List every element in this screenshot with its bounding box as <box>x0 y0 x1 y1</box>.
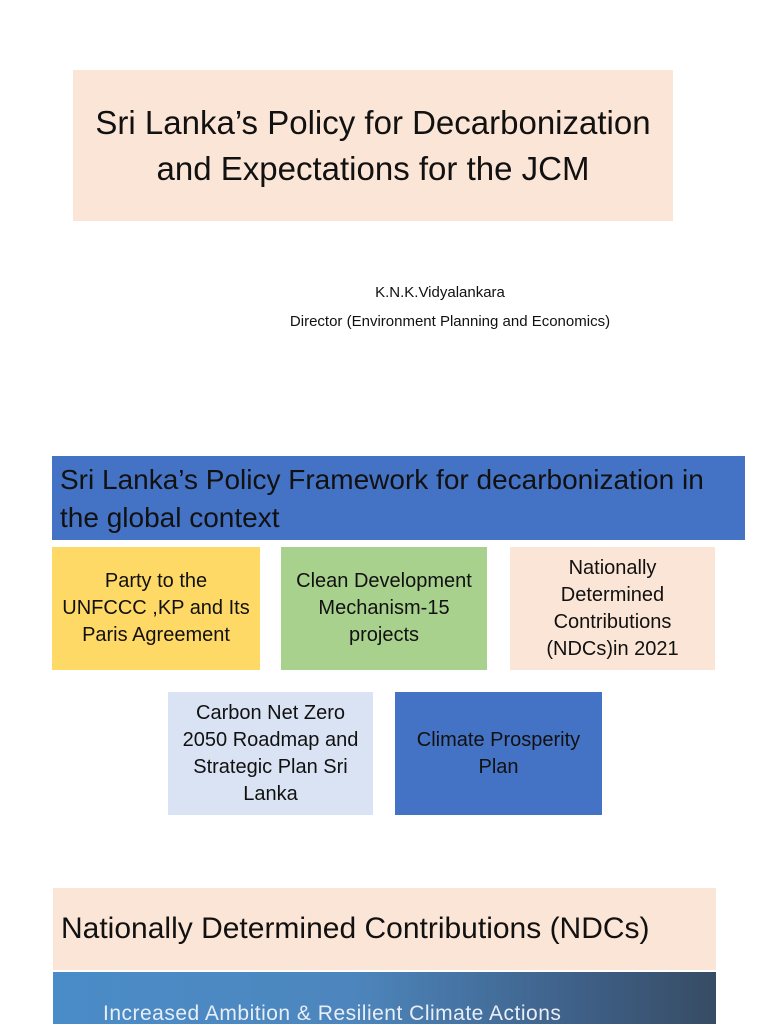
author-role: Director (Environment Planning and Economics) <box>289 313 611 330</box>
policy-box-net-zero <box>168 692 373 815</box>
ndc-header <box>53 888 716 970</box>
ndc-banner-text: Increased Ambition & Resilient Climate Actions <box>103 1002 562 1024</box>
presentation-title: Sri Lanka’s Policy for Decarbonization and Expectations for the JCM <box>95 103 651 187</box>
author-name: K.N.K.Vidyalankara <box>375 284 505 301</box>
ndc-header-title: Nationally Determined Contributions (NDCs) <box>61 912 650 945</box>
policy-box-climate-prosperity <box>395 692 602 815</box>
framework-header: Sri Lanka’s Policy Framework for decarbonization in the global context <box>52 456 745 540</box>
policy-box-label: Carbon Net Zero 2050 Roadmap and Strategic Plan Sri Lanka <box>182 701 359 805</box>
policy-box-label: Nationally Determined Contributions (NDCs)in 2021 <box>546 556 679 660</box>
policy-box-label: Clean Development Mechanism-15 projects <box>296 570 472 646</box>
policy-box-unfccc <box>52 547 260 670</box>
ndc-banner <box>53 972 716 1024</box>
policy-box-cdm <box>281 547 487 670</box>
policy-box-label: Climate Prosperity Plan <box>416 728 581 778</box>
policy-box-label: Party to the UNFCCC ,KP and Its Paris Agreement <box>62 570 250 646</box>
presentation-title-box <box>73 70 673 221</box>
policy-box-ndc <box>510 547 715 670</box>
